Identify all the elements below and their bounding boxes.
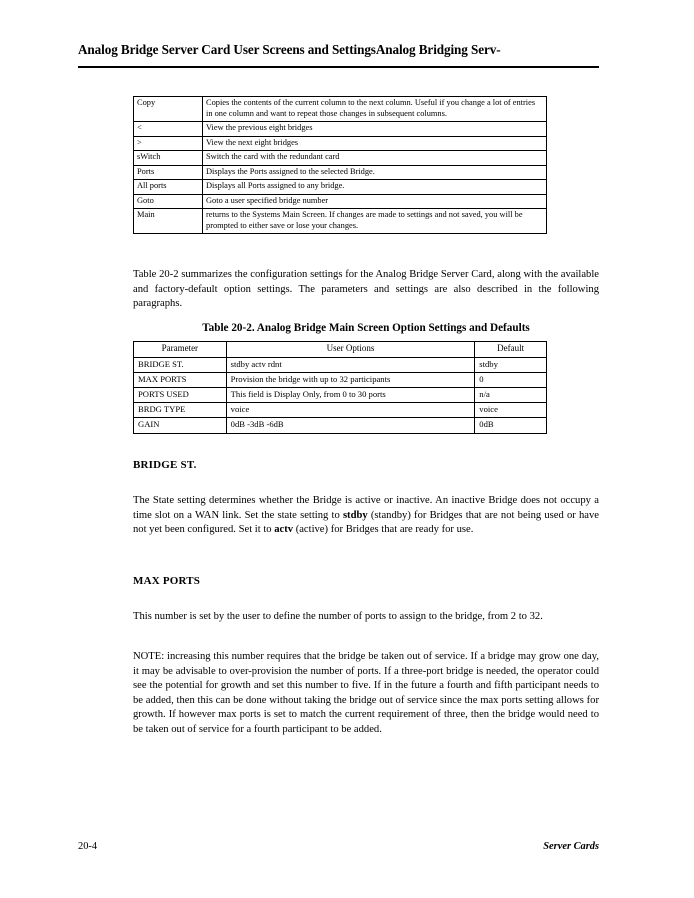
table-row — [134, 97, 547, 122]
table-row — [134, 403, 547, 418]
parameter-options: Provision the bridge with up to 32 participants — [226, 372, 475, 387]
table-row — [134, 388, 547, 403]
parameter-name: PORTS USED — [134, 388, 227, 403]
command-name: Goto — [134, 194, 203, 209]
column-header-user-options: User Options — [226, 342, 475, 358]
table-row — [134, 136, 547, 151]
table-row — [134, 209, 547, 234]
command-name: < — [134, 122, 203, 137]
command-description: View the next eight bridges — [203, 136, 547, 151]
parameter-options: 0dB -3dB -6dB — [226, 418, 475, 433]
options-table — [133, 341, 547, 434]
parameter-default: stdby — [475, 357, 547, 372]
command-description: Displays all Ports assigned to any bridge. — [203, 180, 547, 195]
command-name: All ports — [134, 180, 203, 195]
column-header-parameter: Parameter — [134, 342, 227, 358]
command-description: Switch the card with the redundant card — [203, 151, 547, 166]
parameter-default: voice — [475, 403, 547, 418]
footer-section-label: Server Cards — [543, 841, 599, 852]
command-name: Ports — [134, 165, 203, 180]
command-description: Goto a user specified bridge number — [203, 194, 547, 209]
table-caption: Table 20-2. Analog Bridge Main Screen Option Settings and Defaults — [202, 322, 530, 334]
parameter-options: This field is Display Only, from 0 to 30 ports — [226, 388, 475, 403]
table-row — [134, 357, 547, 372]
section-heading-bridge-st: BRIDGE ST. — [133, 459, 197, 471]
parameter-name: BRDG TYPE — [134, 403, 227, 418]
command-name: sWitch — [134, 151, 203, 166]
summary-paragraph: Table 20-2 summarizes the configuration settings for the Analog Bridge Server Card, along with the available and factory-default option settings. The parameters and settings are also described in the following paragraphs. — [133, 269, 599, 310]
section-body-bridge-st: The State setting determines whether the Bridge is active or inactive. An inactive Bridge does not occupy a time slot on a WAN link. Set the state setting to stdby (standby) for Bridges that are not being used or have not yet been configured. Set it to actv (active) for Bridges that are ready for use. — [133, 495, 599, 536]
parameter-name: MAX PORTS — [134, 372, 227, 387]
table-row — [134, 194, 547, 209]
parameter-options: voice — [226, 403, 475, 418]
command-description: returns to the Systems Main Screen. If changes are made to settings and not saved, you will be prompted to either save or lose your changes. — [203, 209, 547, 234]
table-row — [134, 418, 547, 433]
header-divider — [78, 66, 599, 68]
parameter-default: 0 — [475, 372, 547, 387]
command-table — [133, 96, 547, 234]
command-description: View the previous eight bridges — [203, 122, 547, 137]
table-header-row — [134, 342, 547, 358]
command-description: Copies the contents of the current column to the next column. Useful if you change a lot of entries in one column and want to repeat those changes in subsequent columns. — [203, 97, 547, 122]
table-row — [134, 372, 547, 387]
command-name: Copy — [134, 97, 203, 122]
section-note-max-ports: NOTE: increasing this number requires that the bridge be taken out of service. If a bridge may grow one day, it may be advisable to over-provision the number of ports. If a three-port bridge is needed, the operator could see the potential for growth and set this number to five. If in the future a fourth and fifth participant needs to be added, then this can be done without taking the bridge out of service since the max ports setting allows for growth. If however max ports is set to match the current requirement of three, then the bridge would need to be taken out of service for a fourth participant to be added. — [133, 651, 599, 736]
parameter-options: stdby actv rdnt — [226, 357, 475, 372]
table-row — [134, 180, 547, 195]
table-row — [134, 151, 547, 166]
footer-page-number: 20-4 — [78, 841, 98, 852]
section-heading-max-ports: MAX PORTS — [133, 575, 201, 587]
parameter-name: BRIDGE ST. — [134, 357, 227, 372]
column-header-default: Default — [475, 342, 547, 358]
parameter-name: GAIN — [134, 418, 227, 433]
page-header-title: Analog Bridge Server Card User Screens and SettingsAnalog Bridging Serv- — [78, 42, 501, 57]
parameter-default: n/a — [475, 388, 547, 403]
table-row — [134, 165, 547, 180]
parameter-default: 0dB — [475, 418, 547, 433]
command-name: > — [134, 136, 203, 151]
command-description: Displays the Ports assigned to the selected Bridge. — [203, 165, 547, 180]
table-row — [134, 122, 547, 137]
command-name: Main — [134, 209, 203, 234]
section-body-max-ports: This number is set by the user to define the number of ports to assign to the bridge, from 2 to 32. — [133, 611, 543, 622]
